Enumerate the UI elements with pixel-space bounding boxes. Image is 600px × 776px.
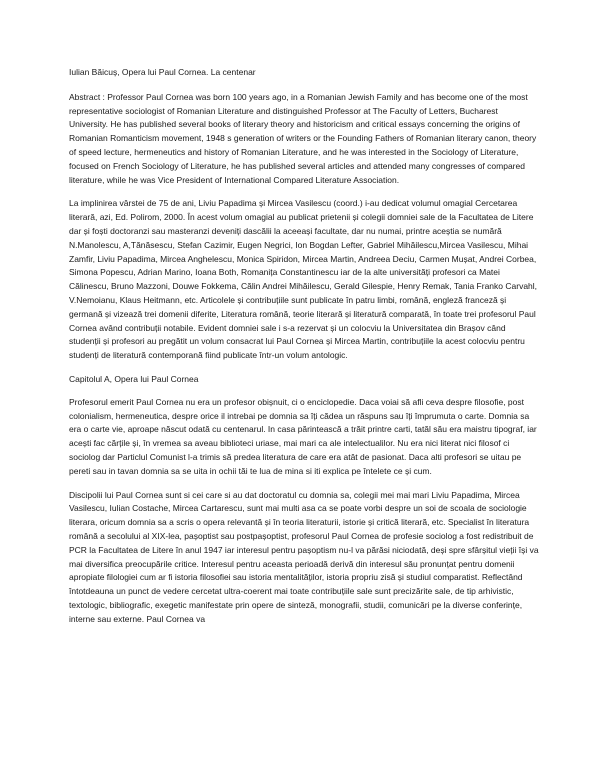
section-heading: Capitolul A, Opera lui Paul Cornea <box>69 373 199 384</box>
abstract-paragraph: Abstract : Professor Paul Cornea was born 100 years ago, in a Romanian Jewish Family and has become one of the most representative sociologist of Romanian Literature and distinguished Professor at The Faculty of Letters, Bucharest University. He has published several books of literary theory and historicism and critical essays concerning the origins of Romanian Romanticism movement, 1948 s generation of writers or the Founding Fathers of Romanian literary canon, theory of speed lecture, hermeneutics and history of Romanian Literature, and he was interested in the Sociology of Literature, focused on French Sociology of Literature, he has published several articles and attended many congresses of compared literature, while he was Vice President of International Compared Literature Association. <box>69 91 537 185</box>
document-title: Iulian Băicuș, Opera lui Paul Cornea. La centenar <box>69 67 256 77</box>
body-paragraph-2: Profesorul emerit Paul Cornea nu era un profesor obișnuit, ci o enciclopedie. Daca voiai să afli ceva despre filosofie, post colonialism, hermeneutica, despre orice il intrebai pe domnia sa îți cădea un răspuns sau îți împrumuta o carte. Domnia sa era o carte vie, aproape născut odată cu centenarul. In casa părintească a trăit printre carti, tatăl său era maistru tipograf, iar acești fac cărțile și, în vremea sa aveau biblioteci uriase, mai mari ca ale intelectualilor. Nu era nici literat nici filosof ci sociolog dar Particlul Comunist l-a trimis să predea literatura de care era atât de pasionat. Daca alti profesori se uitau pe pereti sau in tavan domnia sa se uita in ochii tăi te lua de mina si iti explica pe întelete ce și cum. <box>69 396 537 476</box>
document-page <box>69 66 539 636</box>
body-paragraph-1: La implinirea vârstei de 75 de ani, Liviu Papadima și Mircea Vasilescu (coord.) i-au dedicat volumul omagial Cercetarea literară, azi, Ed. Polirom, 2000. În acest volum omagial au publicat prietenii și colegii domniei sale de la Facultatea de Litere dar și foști doctoranzi sau masteranzi deveniți dascălii la aceeași facultate, dar nu numai, printre aceștia se numără N.Manolescu, A,Tănăsescu, Stefan Cazimir, Eugen Negrici, Ion Bogdan Lefter, Gabriel Mihăilescu,Mircea Vasilescu, Mihai Zamfir, Liviu Papadima, Mircea Anghelescu, Monica Spiridon, Mircea Martin, Andreea Deciu, Carmen Mușat, Andrei Corbea, Simona Popescu, Adrian Marino, Ioana Both, Romanița Constantinescu iar de la alte universități profesori ca Matei Călinescu, Bruno Mazzoni, Douwe Fokkema, Călin Andrei Mihăilescu, Gerald Gilespie, Henry Remak, Tania Franko Carvahl, V.Nemoianu, Klaus Heitmann, etc. Articolele și contribuțiile sunt publicate în patru limbi, română, engleză franceză și germană și vizează trei domenii diferite, Literatura română, teorie literară și literatură comparată, în toate trei profesorul Paul Cornea având contribuții notabile. Evident domniei sale i s-a rezervat și un colocviu la Universitatea din Brașov când studenții și profesori au pregătit un volum consacrat lui Paul Cornea și Mircea Martin, contribuțiile la acest colocviu pentru studenți de literatură contemporană fiind publicate într-un volum antologic. <box>69 198 538 361</box>
body-paragraph-3: Discipolii lui Paul Cornea sunt si cei care si au dat doctoratul cu domnia sa, colegii mei mai mari Liviu Papadima, Mircea Vasilescu, Iulian Costache, Mircea Cartarescu, sunt mai multi asa ca se poate vorbi despre un soi de scoala de sociologie literara, oricum domnia sa a scris o opera relevantă și în teoria literaturii, istorie și critică literară, etc. Specialist în literatura română a secolului al XIX-lea, pașoptist sau postpașoptist, profesorul Paul Cornea de profesie sociolog a fost redistribuit de PCR la Facultatea de Litere în anul 1947 iar interesul pentru pașoptism nu-l va părăsi niciodată, deși spre sfârșitul vieții își va mai diversifica preocupările critice. Interesul pentru aceasta perioadă derivă din interesul său pronunțat pentru domenii apropiate filologiei cum ar fi istoria filosofiei sau istoria mentalităților, istoria propriu zisă și studiul comparatist. Reflectând întotdeauna un punct de vedere cercetat ultra-coerent mai toate contribuțiile sale sunt precizărite sale, de tip arhivistic, textologic, bibliografic, exegetic manifestate prin opere de sinteză, monografii, studii, comunicări pe la diverse conferințe, interne sau externe. Paul Cornea va <box>69 489 539 624</box>
